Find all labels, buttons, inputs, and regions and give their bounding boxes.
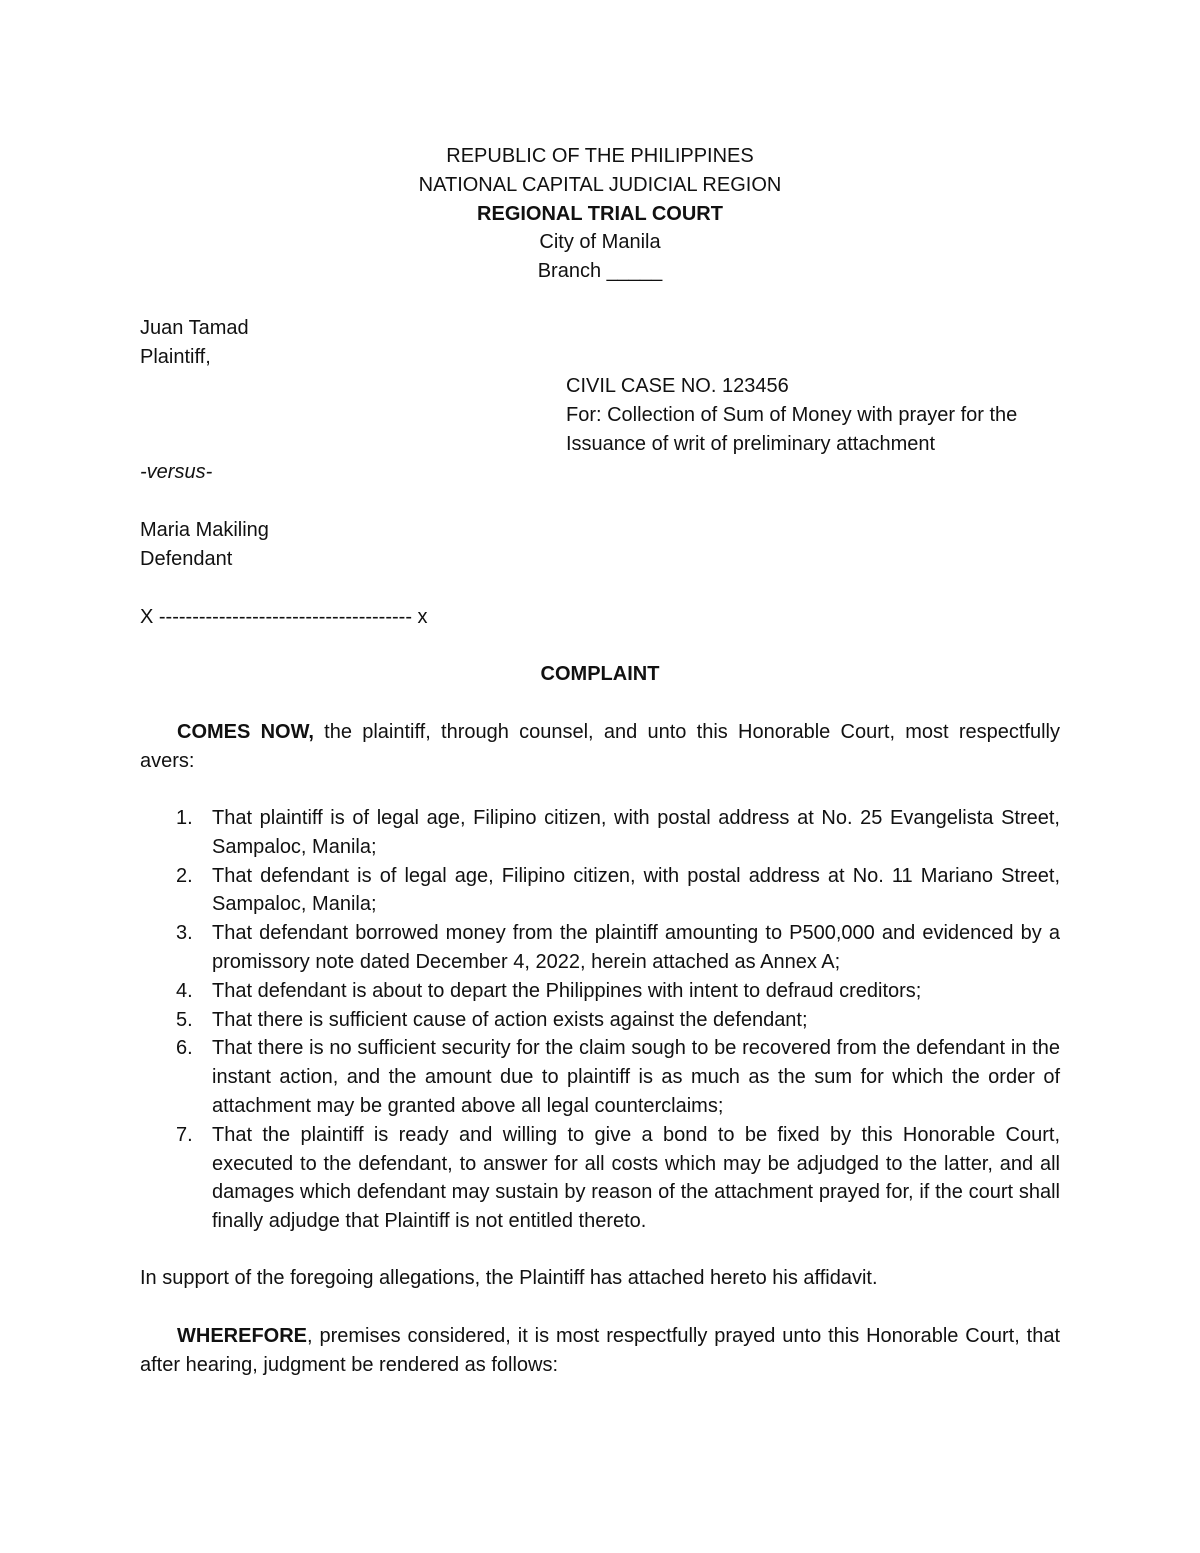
item-number: 1.	[176, 807, 193, 829]
prayer-paragraph	[140, 1322, 1060, 1380]
list-item	[140, 804, 1060, 862]
list-item	[140, 1006, 1060, 1035]
support-paragraph: In support of the foregoing allegations, the Plaintiff has attached hereto his affidavit.	[140, 1267, 878, 1289]
item-number: 6.	[176, 1037, 193, 1060]
list-item	[140, 1121, 1060, 1236]
heading-branch: Branch _____	[537, 260, 663, 283]
list-item	[140, 1034, 1060, 1120]
plaintiff-block	[140, 314, 249, 372]
defendant-name: Maria Makiling	[140, 519, 269, 541]
item-text: That the plaintiff is ready and willing to give a bond to be fixed by this Honorable Court, executed to the defendant, to answer for all costs which may be adjudged to the latter, and all damages which defendant may sustain by reason of the attachment prayed for, if the court shall finally adjudge that Plaintiff is not entitled thereto.	[212, 1123, 1060, 1233]
complaint-title: COMPLAINT	[540, 663, 660, 685]
allegations-list	[140, 804, 1060, 1236]
item-number: 2.	[176, 864, 193, 887]
case-nature-line1: For: Collection of Sum of Money with prayer for the	[566, 403, 1018, 426]
item-number: 5.	[176, 1008, 193, 1031]
list-item	[140, 919, 1060, 977]
heading-court: REGIONAL TRIAL COURT	[477, 202, 723, 225]
heading-city: City of Manila	[539, 231, 661, 254]
heading-region: NATIONAL CAPITAL JUDICIAL REGION	[418, 173, 782, 196]
case-caption	[566, 372, 1086, 458]
court-heading	[0, 142, 1200, 286]
case-nature-line2: Issuance of writ of preliminary attachment	[566, 432, 936, 455]
intro-lead: COMES NOW,	[177, 721, 314, 743]
prayer-text: , premises considered, it is most respectfully prayed unto this Honorable Court, that after hearing, judgment be rendered as follows:	[140, 1325, 1060, 1376]
prayer-lead: WHEREFORE	[177, 1325, 307, 1347]
intro-text: the plaintiff, through counsel, and unto this Honorable Court, most respectfully avers:	[140, 721, 1060, 772]
heading-republic: REPUBLIC OF THE PHILIPPINES	[446, 145, 754, 167]
item-number: 3.	[176, 922, 193, 945]
defendant-role: Defendant	[140, 547, 233, 570]
case-number: CIVIL CASE NO. 123456	[566, 375, 789, 397]
item-text: That plaintiff is of legal age, Filipino citizen, with postal address at No. 25 Evangelista Street, Sampaloc, Manila;	[212, 807, 1060, 858]
defendant-block	[140, 516, 269, 574]
plaintiff-name: Juan Tamad	[140, 317, 249, 339]
item-text: That defendant is of legal age, Filipino citizen, with postal address at No. 11 Mariano Street, Sampaloc, Manila;	[212, 864, 1060, 916]
caption-separator: X -------------------------------------- x	[140, 606, 428, 628]
item-text: That defendant is about to depart the Philippines with intent to defraud creditors;	[212, 979, 922, 1002]
item-number: 4.	[176, 979, 193, 1002]
plaintiff-role: Plaintiff,	[140, 345, 211, 368]
list-item	[140, 862, 1060, 920]
item-text: That there is sufficient cause of action exists against the defendant;	[212, 1008, 808, 1031]
intro-paragraph	[140, 718, 1060, 776]
versus-label: -versus-	[140, 461, 213, 483]
list-item	[140, 977, 1060, 1006]
item-text: That defendant borrowed money from the plaintiff amounting to P500,000 and evidenced by a promissory note dated December 4, 2022, herein attached as Annex A;	[212, 922, 1060, 973]
item-number: 7.	[176, 1123, 193, 1146]
item-text: That there is no sufficient security for the claim sough to be recovered from the defendant in the instant action, and the amount due to plaintiff is as much as the sum for which the order of attachment may be granted above all legal counterclaims;	[212, 1037, 1060, 1117]
